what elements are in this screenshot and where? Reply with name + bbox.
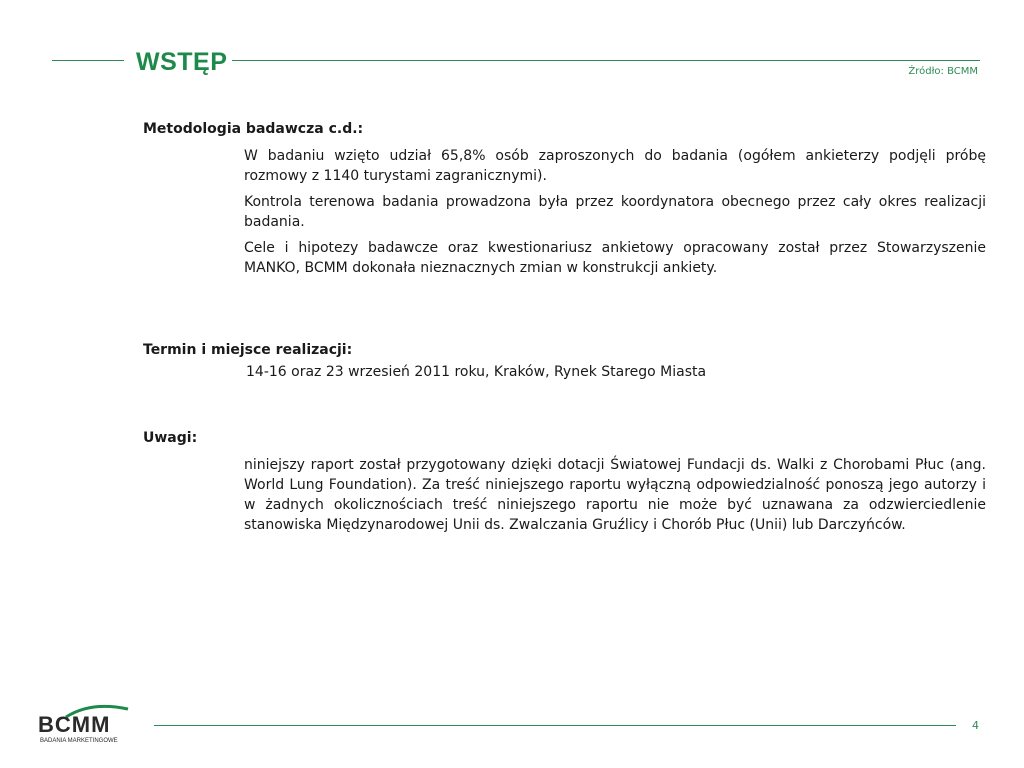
svg-text:BCMM: BCMM [38,712,111,737]
footer-rule [154,725,956,726]
main-content [143,119,986,535]
section-heading: Uwagi: [143,430,198,446]
section-heading: Metodologia badawcza c.d.: [143,121,364,137]
paragraph: W badaniu wzięto udział 65,8% osób zaproszonych do badania (ogółem ankieterzy podjęli próbę rozmowy z 1140 turystami zagranicznymi). [244,148,986,184]
page-title: WSTĘP [136,48,228,76]
header-rule-left [52,60,124,61]
header-rule-right [232,60,980,61]
section-notes [143,428,986,535]
paragraph: niniejszy raport został przygotowany dzięki dotacji Światowej Fundacji ds. Walki z Chorobami Płuc (ang. World Lung Foundation). Za treść niniejszego raportu wyłączną odpowiedzialność ponoszą jego autorzy i w żadnych okolicznościach treść niniejszego raportu nie może być uznawana za odzwierciedlenie stanowiska Międzynarodowej Unii ds. Zwalczania Gruźlicy i Chorób Płuc (Unii) lub Darczyńców. [244,457,986,533]
source-note: Źródło: BCMM [908,66,978,77]
bcmm-logo [36,703,136,747]
page-number: 4 [972,719,979,732]
section-date-place [143,340,986,382]
paragraph: 14-16 oraz 23 wrzesień 2011 roku, Kraków, Rynek Starego Miasta [246,364,707,380]
paragraph: Kontrola terenowa badania prowadzona była przez koordynatora obecnego przez cały okres realizacji badania. [244,194,986,230]
section-methodology [143,119,986,278]
section-heading: Termin i miejsce realizacji: [143,342,353,358]
svg-text:BADANIA MARKETINGOWE: BADANIA MARKETINGOWE [40,738,118,744]
paragraph: Cele i hipotezy badawcze oraz kwestionariusz ankietowy opracowany został przez Stowarzyszenie MANKO, BCMM dokonała nieznacznych zmian w konstrukcji ankiety. [244,240,986,276]
